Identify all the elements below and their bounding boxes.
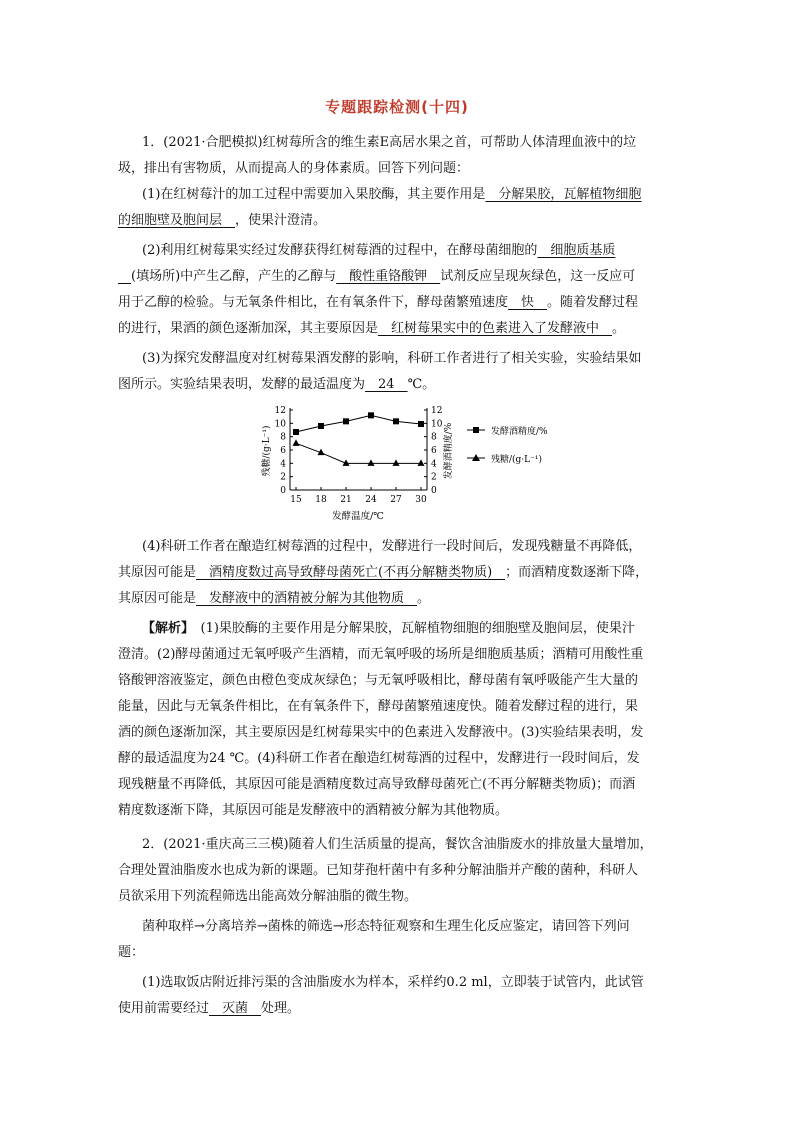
- q1-part2-line-2: [118, 264, 678, 290]
- q1-stem-line-1: 1．(2021·合肥模拟)红树莓所含的维生素E高居水果之首，可帮助人体清理血液中的垃: [142, 135, 637, 150]
- data-point-square: [418, 421, 424, 427]
- q1-part2-answer-1-cont: [118, 269, 131, 284]
- y-axis-label-left: 残糖/(g·L⁻¹): [262, 425, 272, 477]
- y-tick-left-label: 10: [274, 419, 286, 430]
- x-tick-label: 21: [340, 495, 352, 505]
- fermentation-chart: [255, 406, 565, 524]
- q1-part2-text-4: 用于乙醇的检验。与无氧条件相比，在有氧条件下，酵母菌繁殖速度: [118, 295, 509, 310]
- q1-part4-line-2: [118, 560, 678, 586]
- analysis-label: 【解析】: [142, 621, 188, 636]
- q1-part2-line-3: [118, 290, 678, 316]
- q1-part2-answer-3: 快: [508, 295, 548, 310]
- q1-part4-text-4: 。: [417, 591, 431, 606]
- q2-stem-line-2: 合理处置油脂废水也成为新的课题。已知芽孢杆菌中有多种分解油脂并产酸的菌种，科研人: [118, 863, 639, 878]
- data-point-square: [318, 423, 324, 429]
- series-marks: [293, 412, 425, 466]
- q1-part2-answer-2: 酸性重铬酸钾: [336, 269, 441, 284]
- q2-stem-line-3: 员欲采用下列流程筛选出能高效分解油脂的微生物。: [118, 889, 418, 904]
- y-tick-left-label: 8: [280, 432, 286, 443]
- series-lines: [296, 415, 421, 463]
- y-tick-left-label: 12: [274, 406, 286, 416]
- data-point-triangle: [418, 459, 425, 466]
- x-tick-label: 30: [415, 495, 427, 505]
- y-tick-left-label: 4: [280, 459, 286, 470]
- q1-part3-line-1: (3)为探究发酵温度对红树莓果酒发酵的影响，科研工作者进行了相关实验，实验结果如: [142, 351, 642, 366]
- legend-sugar: 残糖/(g·L⁻¹): [491, 455, 543, 465]
- q1-part2-line-1: [142, 238, 678, 264]
- q1-part1-line-2: [118, 208, 678, 234]
- q1-part1-text-end: ，使果汁澄清。: [235, 213, 327, 228]
- y-tick-left-label: 0: [280, 486, 286, 496]
- analysis-line-2: 澄清。(2)酵母菌通过无氧呼吸产生酒精，而无氧呼吸的场所是细胞质基质；酒精可用酸性重: [118, 647, 644, 662]
- y-tick-left-label: 6: [280, 446, 286, 456]
- analysis-line-3: 铬酸钾溶液鉴定，颜色由橙色变成灰绿色；与无氧呼吸相比，酵母菌有氧呼吸能产生大量的: [118, 673, 639, 688]
- q1-part2-text: (2)利用红树莓果实经过发酵获得红树莓酒的过程中，在酵母菌细胞的: [142, 243, 538, 258]
- x-tick-label: 27: [390, 495, 402, 505]
- q2-part1-line-1: (1)选取饭店附近排污渠的含油脂废水为样本，采样约0.2 ml，立即装于试管内，此试管: [142, 975, 644, 990]
- q1-part2-text-3: 试剂反应呈现灰绿色，这一反应可: [440, 269, 636, 284]
- analysis-text-1: (1)果胶酶的主要作用是分解果胶，瓦解植物细胞的细胞壁及胞间层，使果汁: [187, 621, 635, 636]
- q1-part2-line-4: [118, 316, 678, 342]
- data-point-square: [368, 412, 374, 418]
- q1-part4-answer-1: 酒精度数过高导致酵母菌死亡(不再分解糖类物质): [196, 565, 506, 580]
- x-tick-label: 18: [315, 495, 327, 505]
- q2-part1-text: 使用前需要经过: [118, 1001, 210, 1016]
- page-title: 专题跟踪检测(十四): [325, 98, 469, 116]
- q2-stem-line-1: 2．(2021·重庆高三三模)随着人们生活质量的提高，餐饮含油脂废水的排放量大量增加，: [142, 837, 653, 852]
- y-tick-right-label: 10: [431, 419, 443, 430]
- data-point-square: [393, 418, 399, 424]
- q1-part3-text-end: ℃。: [407, 377, 436, 392]
- x-tick-label: 24: [365, 495, 377, 505]
- analysis-line-5: 酒的颜色逐渐加深，其主要原因是红树莓果实中的色素进入发酵液中。(3)实验结果表明，发: [118, 725, 644, 740]
- analysis-line-7: 现残糖量不再降低，其原因可能是酒精度数过高导致酵母菌死亡(不再分解糖类物质)；而酒: [118, 777, 636, 792]
- q1-part1-line-1: [142, 182, 678, 208]
- q1-part4-line-1: (4)科研工作者在酿造红树莓酒的过程中，发酵进行一段时间后，发现残糖量不再降低，: [142, 539, 642, 554]
- legend-alcohol: 发酵酒精度/%: [491, 427, 548, 437]
- q1-part2-text-2: (填场所)中产生乙醇，产生的乙醇与: [131, 269, 337, 284]
- analysis-line-4: 能量，因此与无氧条件相比，在有氧条件下，酵母菌繁殖速度快。随着发酵过程的进行，果: [118, 699, 639, 714]
- q1-part1-answer: 分解果胶，瓦解植物细胞: [485, 187, 642, 202]
- q2-part1-line-2: [118, 996, 678, 1022]
- y-tick-right-label: 4: [431, 459, 437, 470]
- series-line-triangle: [296, 443, 421, 463]
- data-point-square: [343, 418, 349, 424]
- data-point-triangle: [293, 439, 300, 446]
- q1-part4-text: 其原因可能是: [118, 565, 197, 580]
- q2-flow-line-1: 菌种取样→分离培养→菌株的筛选→形态特征观察和生理生化反应鉴定，请回答下列问: [142, 919, 630, 934]
- y-tick-right-label: 0: [431, 486, 437, 496]
- y-tick-right-label: 2: [431, 472, 437, 483]
- q2-part1-text-end: 处理。: [261, 1001, 301, 1016]
- x-tick-label: 15: [290, 495, 302, 505]
- q1-part4-answer-2: 发酵液中的酒精被分解为其他物质: [196, 591, 418, 606]
- q2-flow-line-2: 题：: [118, 945, 145, 960]
- q1-part4-line-3: [118, 586, 678, 612]
- q1-part3-answer: 24: [365, 377, 408, 392]
- q1-part2-answer-1: 细胞质基质: [537, 243, 616, 258]
- legend-square-icon: [473, 427, 479, 433]
- analysis-line-8: 精度数逐渐下降，其原因可能是发酵液中的酒精被分解为其他物质。: [118, 803, 509, 818]
- y-tick-right-label: 8: [431, 432, 437, 443]
- data-point-triangle: [393, 459, 400, 466]
- q1-part1-text: (1)在红树莓汁的加工过程中需要加入果胶酶，其主要作用是: [142, 187, 486, 202]
- x-axis-label: 发酵温度/℃: [332, 511, 384, 522]
- q1-part4-text-3: 其原因可能是: [118, 591, 197, 606]
- series-line-square: [296, 415, 421, 432]
- q1-part2-text-7: 。: [612, 321, 626, 336]
- q1-part2-text-5: 。随着发酵过程: [547, 295, 639, 310]
- y-tick-left-label: 2: [280, 472, 286, 483]
- q1-part1-answer-cont: 的细胞壁及胞间层: [118, 213, 236, 228]
- data-point-square: [293, 429, 299, 435]
- q1-part2-answer-4: 红树莓果实中的色素进入了发酵液中: [378, 321, 613, 336]
- q1-part3-line-2: [118, 372, 678, 398]
- y-tick-right-label: 12: [431, 406, 443, 416]
- analysis-line-1: [142, 616, 678, 642]
- data-point-triangle: [368, 459, 375, 466]
- q1-stem-line-2: 圾，排出有害物质，从而提高人的身体素质。回答下列问题：: [118, 161, 470, 176]
- legend: [467, 425, 548, 465]
- q1-part4-text-2: ；而酒精度数逐渐下降，: [505, 565, 649, 580]
- y-axis-label-right: 发酵酒精度/%: [444, 422, 454, 480]
- y-tick-right-label: 6: [431, 446, 437, 456]
- analysis-line-6: 酵的最适温度为24 ℃。(4)科研工作者在酿造红树莓酒的过程中，发酵进行一段时间后，发: [118, 751, 640, 766]
- q1-part2-text-6: 的进行，果酒的颜色逐渐加深，其主要原因是: [118, 321, 379, 336]
- q2-part1-answer: 灭菌: [209, 1001, 262, 1016]
- q1-part3-text: 图所示。实验结果表明，发酵的最适温度为: [118, 377, 366, 392]
